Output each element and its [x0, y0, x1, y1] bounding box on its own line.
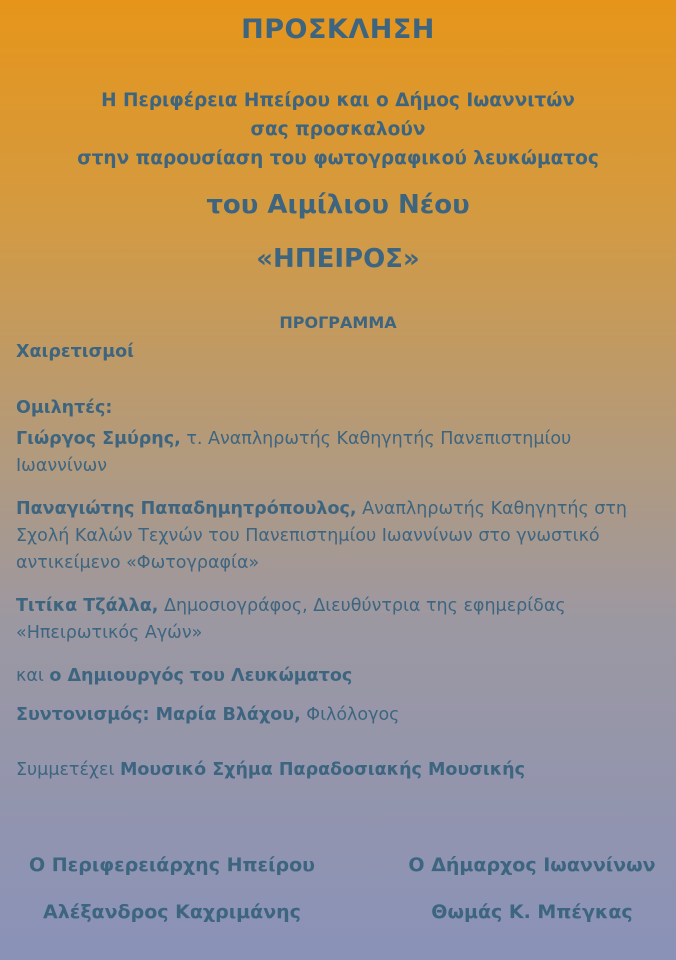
speaker-item — [16, 426, 656, 480]
intro-line: στην παρουσίαση του φωτογραφικού λευκώματος — [77, 148, 599, 169]
speaker-role: Δημοσιογράφος, Διευθύντρια της εφημερίδας «Ηπειρωτικός Αγών» — [16, 596, 566, 643]
program-heading: ΠΡΟΓΡΑΜΜΑ — [279, 313, 397, 332]
music-prefix: Συμμετέχει — [16, 760, 120, 780]
music-line — [16, 757, 656, 784]
speaker-role: Αναπληρωτής Καθηγητής στη Σχολή Καλών Τεχνών του Πανεπιστημίου Ιωαννίνων στο γνωστικό αντικείμενο «Φωτογραφία» — [16, 499, 628, 573]
signature-title-mayor: Ο Δήμαρχος Ιωαννίνων — [408, 854, 656, 876]
coordination-label: Συντονισμός: Μαρία Βλάχου, — [16, 705, 301, 725]
speaker-name: Γιώργος Σμύρης, — [16, 429, 181, 449]
album-title: «ΗΠΕΙΡΟΣ» — [256, 244, 420, 274]
intro-line: σας προσκαλούν — [250, 119, 426, 140]
signature-name-mayor: Θωμάς Κ. Μπέγκας — [431, 901, 633, 923]
creator-line — [16, 663, 656, 690]
speaker-name: Τιτίκα Τζάλλα, — [16, 596, 159, 616]
invitation-intro — [0, 86, 676, 173]
album-author: του Αιμίλιου Νέου — [206, 190, 470, 220]
creator-name: ο Δημιουργός του Λευκώματος — [49, 666, 353, 686]
intro-line: Η Περιφέρεια Ηπείρου και ο Δήμος Ιωαννιτών — [101, 90, 575, 111]
creator-prefix: και — [16, 666, 50, 686]
invitation-title: ΠΡΟΣΚΛΗΣΗ — [241, 14, 435, 45]
speaker-role: τ. Αναπληρωτής Καθηγητής Πανεπιστημίου Ιωαννίνων — [16, 429, 572, 476]
signature-title-regional-governor: Ο Περιφερειάρχης Ηπείρου — [29, 854, 315, 876]
greetings: Χαιρετισμοί — [16, 342, 134, 362]
speaker-item — [16, 496, 656, 577]
music-name: Μουσικό Σχήμα Παραδοσιακής Μουσικής — [119, 760, 525, 780]
speaker-item — [16, 593, 656, 647]
signature-name-regional-governor: Αλέξανδρος Καχριμάνης — [43, 901, 301, 923]
coordination-line — [16, 702, 656, 729]
coordination-role: Φιλόλογος — [300, 705, 400, 725]
speaker-name: Παναγιώτης Παπαδημητρόπουλος, — [16, 499, 357, 519]
speakers-heading: Ομιλητές: — [16, 398, 113, 418]
